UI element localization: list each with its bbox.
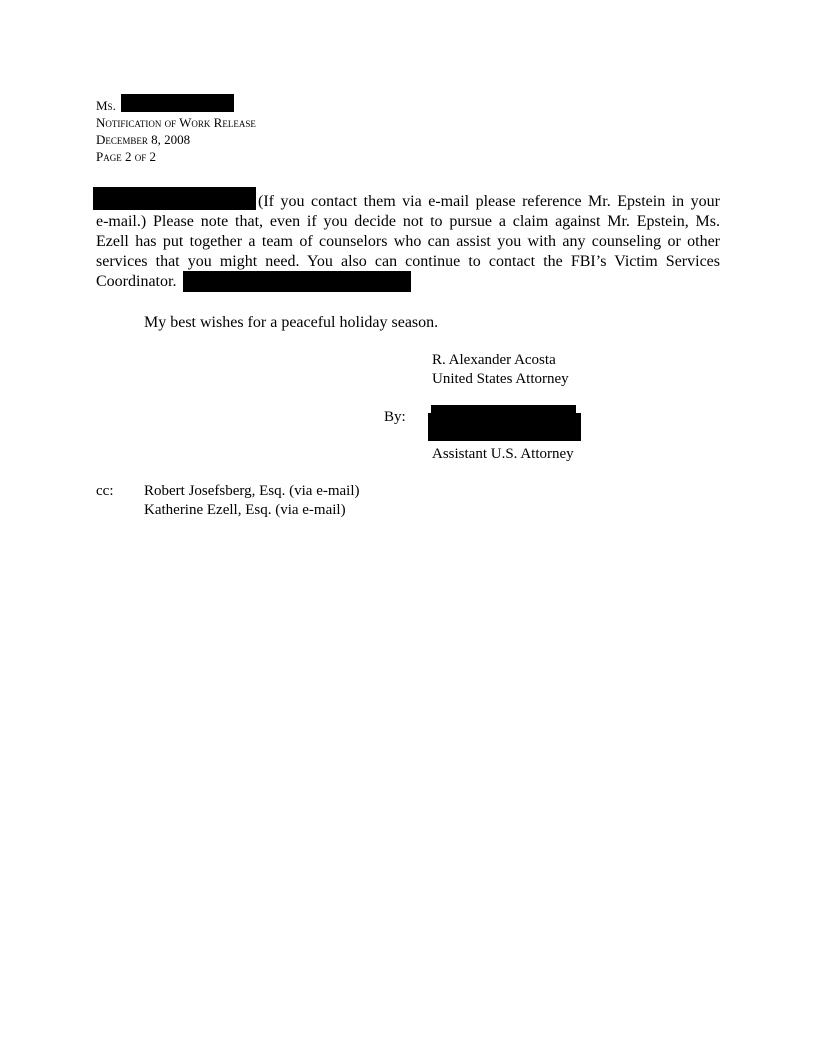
subject-line: Notification of Work Release [96, 115, 256, 130]
page-number: Page 2 of 2 [96, 149, 156, 164]
signatory-title: United States Attorney [432, 371, 569, 387]
body-line-5: Coordinator. [96, 273, 177, 290]
cc-recipient: Robert Josefsberg, Esq. (via e-mail) [144, 483, 360, 499]
date-line: December 8, 2008 [96, 132, 191, 147]
body-paragraph [96, 192, 720, 292]
closing-line: My best wishes for a peaceful holiday season. [144, 314, 439, 331]
redacted-signer-name [428, 413, 581, 441]
by-label: By: [384, 409, 406, 425]
body-line-2: e-mail.) Please note that, even if you decide not to pursue a claim against Mr. Epstein, Ms. [96, 213, 720, 230]
body-line-4: services that you might need. You also can continue to contact the FBI’s Victim Services [96, 253, 720, 270]
signer-title: Assistant U.S. Attorney [432, 446, 574, 462]
cc-recipient: Katherine Ezell, Esq. (via e-mail) [144, 502, 346, 518]
redacted-contact-info [93, 187, 256, 210]
body-line-3: Ezell has put together a team of counselors who can assist you with any counseling or other [96, 233, 720, 250]
body-line-1: (If you contact them via e-mail please reference Mr. Epstein in your [258, 193, 720, 210]
redacted-addressee-name [121, 94, 234, 112]
signatory-name: R. Alexander Acosta [432, 352, 556, 368]
addressee-line [96, 97, 116, 114]
cc-label: cc: [96, 483, 114, 499]
addressee-label: Ms. [96, 98, 116, 113]
redacted-coordinator-contact [183, 271, 411, 292]
